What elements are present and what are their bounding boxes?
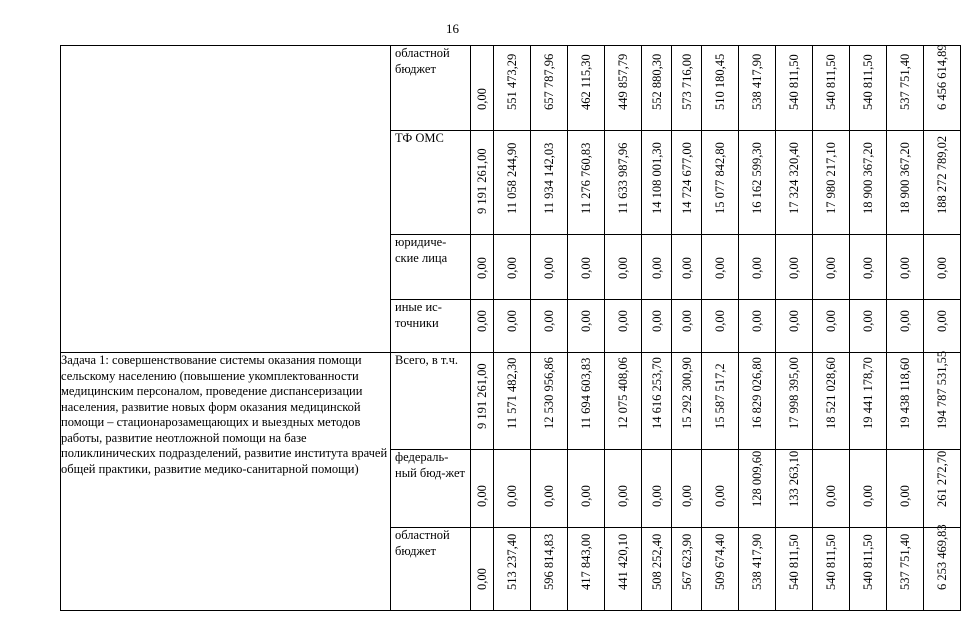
value-cell bbox=[672, 353, 702, 450]
value-cell bbox=[702, 300, 739, 353]
value-text: 261 272,70 bbox=[935, 450, 949, 507]
table-row bbox=[61, 46, 961, 131]
value-cell bbox=[642, 300, 672, 353]
value-cell bbox=[850, 131, 887, 235]
value-text: 0,00 bbox=[505, 310, 519, 332]
value-cell bbox=[568, 46, 605, 131]
value-cell bbox=[568, 450, 605, 528]
value-cell bbox=[924, 235, 961, 300]
value-text: 14 616 253,70 bbox=[649, 357, 664, 429]
value-text: 0,00 bbox=[861, 485, 875, 507]
funding-source bbox=[391, 450, 471, 528]
value-text: 9 191 261,00 bbox=[475, 363, 489, 429]
task-description: Задача 1: совершенствование системы оказания помощи сельскому населению (повышение укомплектованности медицинским персоналом, проведение диспансеризации населения, развитие новых форм оказания медицинской помощи – стационарозамещающих и выездных методов работы, развитие неотложной помощи на базе поликлинических подразделений, развитие института врачей общей практики, развитие медико-санитарной помощи) bbox=[61, 353, 391, 611]
value-cell bbox=[494, 300, 531, 353]
value-text: 0,00 bbox=[713, 257, 727, 279]
value-text: 11 058 244,90 bbox=[505, 142, 519, 214]
value-cell bbox=[672, 528, 702, 611]
value-text: 0,00 bbox=[616, 257, 630, 279]
value-cell bbox=[739, 46, 776, 131]
value-cell bbox=[531, 46, 568, 131]
value-text: 16 162 599,30 bbox=[750, 142, 764, 214]
value-text: 540 811,50 bbox=[861, 54, 875, 110]
value-cell bbox=[739, 300, 776, 353]
value-cell bbox=[642, 131, 672, 235]
value-cell bbox=[642, 353, 672, 450]
value-cell bbox=[702, 131, 739, 235]
value-text: 11 934 142,03 bbox=[542, 142, 556, 214]
value-text: 11 276 760,83 bbox=[579, 142, 593, 214]
page-number: 16 bbox=[446, 21, 459, 36]
value-text: 537 751,40 bbox=[898, 533, 912, 590]
value-text: 540 811,50 bbox=[787, 54, 801, 110]
value-text: 18 900 367,20 bbox=[861, 142, 875, 214]
value-cell bbox=[642, 46, 672, 131]
value-text: 0,00 bbox=[475, 310, 489, 332]
value-cell bbox=[813, 450, 850, 528]
value-text: 6 253 469,83 bbox=[935, 524, 949, 590]
value-cell bbox=[605, 131, 642, 235]
value-text: 0,00 bbox=[649, 485, 664, 507]
value-cell bbox=[531, 450, 568, 528]
value-cell bbox=[471, 300, 494, 353]
value-text: 417 843,00 bbox=[579, 533, 593, 590]
value-cell bbox=[494, 46, 531, 131]
empty-task-cell bbox=[61, 46, 391, 353]
value-text: 19 441 178,70 bbox=[861, 357, 875, 429]
value-text: 538 417,90 bbox=[750, 53, 764, 110]
value-text: 441 420,10 bbox=[616, 533, 630, 590]
value-cell bbox=[887, 235, 924, 300]
value-cell bbox=[605, 528, 642, 611]
value-text: 449 857,79 bbox=[616, 53, 630, 110]
value-text: 0,00 bbox=[898, 485, 912, 507]
value-cell bbox=[702, 46, 739, 131]
value-text: 657 787,96 bbox=[542, 53, 556, 110]
value-text: 15 077 842,80 bbox=[713, 142, 727, 214]
value-text: 16 829 026,80 bbox=[750, 357, 764, 429]
value-text: 0,00 bbox=[935, 310, 949, 332]
value-cell bbox=[471, 450, 494, 528]
value-cell bbox=[568, 353, 605, 450]
value-text: 0,00 bbox=[542, 310, 556, 332]
value-text: 14 108 001,30 bbox=[649, 142, 664, 214]
value-cell bbox=[887, 46, 924, 131]
value-text: 18 900 367,20 bbox=[898, 142, 912, 214]
value-cell bbox=[702, 528, 739, 611]
value-cell bbox=[887, 131, 924, 235]
funding-source-label: областной бюджет bbox=[395, 528, 450, 558]
value-text: 19 438 118,60 bbox=[898, 357, 912, 429]
value-cell bbox=[850, 353, 887, 450]
value-text: 17 980 217,10 bbox=[824, 142, 838, 214]
value-cell bbox=[850, 235, 887, 300]
value-text: 6 456 614,89 bbox=[935, 44, 949, 110]
funding-source-label: юридиче-ские лица bbox=[395, 235, 448, 265]
value-text: 0,00 bbox=[750, 257, 764, 279]
value-cell bbox=[739, 528, 776, 611]
value-cell bbox=[494, 353, 531, 450]
value-cell bbox=[776, 235, 813, 300]
value-cell bbox=[813, 528, 850, 611]
value-text: 11 633 987,96 bbox=[616, 142, 630, 214]
value-cell bbox=[531, 300, 568, 353]
value-text: 0,00 bbox=[616, 310, 630, 332]
value-cell bbox=[776, 528, 813, 611]
value-cell bbox=[642, 528, 672, 611]
value-text: 14 724 677,00 bbox=[679, 142, 694, 214]
value-text: 0,00 bbox=[679, 485, 694, 507]
value-text: 0,00 bbox=[713, 310, 727, 332]
value-cell bbox=[924, 524, 961, 611]
value-text: 551 473,29 bbox=[505, 53, 519, 110]
value-text: 0,00 bbox=[505, 485, 519, 507]
value-text: 0,00 bbox=[824, 310, 838, 332]
value-cell bbox=[776, 450, 813, 528]
value-cell bbox=[605, 353, 642, 450]
value-cell bbox=[850, 450, 887, 528]
funding-source bbox=[391, 353, 471, 450]
value-cell bbox=[739, 131, 776, 235]
funding-source-label: Всего, в т.ч. bbox=[395, 353, 458, 367]
value-text: 552 880,30 bbox=[649, 53, 664, 110]
value-cell bbox=[887, 353, 924, 450]
value-cell bbox=[531, 131, 568, 235]
value-cell bbox=[850, 528, 887, 611]
value-cell bbox=[924, 46, 961, 131]
value-text: 508 252,40 bbox=[649, 533, 664, 590]
value-cell bbox=[776, 46, 813, 131]
value-cell bbox=[924, 350, 961, 450]
value-cell bbox=[887, 300, 924, 353]
funding-source bbox=[391, 46, 471, 131]
value-cell bbox=[471, 131, 494, 235]
value-cell bbox=[494, 450, 531, 528]
value-text: 11 571 482,30 bbox=[505, 357, 519, 429]
value-text: 513 237,40 bbox=[505, 533, 519, 590]
budget-table bbox=[60, 45, 961, 611]
funding-source bbox=[391, 131, 471, 235]
value-text: 15 587 517,2 bbox=[713, 363, 727, 429]
value-text: 0,00 bbox=[935, 257, 949, 279]
value-cell bbox=[531, 235, 568, 300]
value-text: 0,00 bbox=[475, 257, 489, 279]
value-text: 462 115,30 bbox=[579, 54, 593, 110]
value-text: 133 263,10 bbox=[787, 450, 801, 507]
value-cell bbox=[672, 46, 702, 131]
value-cell bbox=[672, 450, 702, 528]
value-cell bbox=[924, 450, 961, 528]
table-row bbox=[61, 353, 961, 450]
value-text: 0,00 bbox=[861, 257, 875, 279]
value-cell bbox=[739, 450, 776, 528]
value-cell bbox=[471, 235, 494, 300]
value-text: 0,00 bbox=[649, 310, 664, 332]
value-text: 0,00 bbox=[475, 485, 489, 507]
value-cell bbox=[776, 353, 813, 450]
value-text: 0,00 bbox=[475, 568, 489, 590]
value-text: 17 998 395,00 bbox=[787, 357, 801, 429]
value-cell bbox=[887, 450, 924, 528]
funding-source-label: иные ис-точники bbox=[395, 300, 442, 330]
value-text: 509 674,40 bbox=[713, 533, 727, 590]
funding-source-label: областной бюджет bbox=[395, 46, 450, 76]
value-text: 0,00 bbox=[898, 257, 912, 279]
value-cell bbox=[494, 131, 531, 235]
value-text: 573 716,00 bbox=[679, 53, 694, 110]
funding-source bbox=[391, 235, 471, 300]
value-cell bbox=[471, 46, 494, 131]
value-cell bbox=[531, 528, 568, 611]
value-cell bbox=[813, 131, 850, 235]
funding-source bbox=[391, 300, 471, 353]
value-cell bbox=[672, 300, 702, 353]
value-cell bbox=[568, 131, 605, 235]
value-cell bbox=[702, 353, 739, 450]
value-text: 567 623,90 bbox=[679, 533, 694, 590]
value-cell bbox=[642, 450, 672, 528]
value-text: 11 694 603,83 bbox=[579, 357, 593, 429]
value-cell bbox=[776, 131, 813, 235]
value-text: 0,00 bbox=[787, 310, 801, 332]
value-text: 0,00 bbox=[616, 485, 630, 507]
value-cell bbox=[642, 235, 672, 300]
value-cell bbox=[887, 528, 924, 611]
value-cell bbox=[813, 353, 850, 450]
value-cell bbox=[924, 300, 961, 353]
value-cell bbox=[672, 235, 702, 300]
value-cell bbox=[813, 46, 850, 131]
value-cell bbox=[702, 450, 739, 528]
value-text: 0,00 bbox=[579, 485, 593, 507]
value-text: 540 811,50 bbox=[787, 534, 801, 590]
value-cell bbox=[702, 235, 739, 300]
value-cell bbox=[568, 235, 605, 300]
value-cell bbox=[494, 235, 531, 300]
value-cell bbox=[605, 235, 642, 300]
value-text: 0,00 bbox=[579, 310, 593, 332]
value-cell bbox=[494, 528, 531, 611]
value-text: 0,00 bbox=[898, 310, 912, 332]
value-cell bbox=[813, 235, 850, 300]
value-text: 0,00 bbox=[679, 310, 694, 332]
value-text: 0,00 bbox=[649, 257, 664, 279]
value-text: 0,00 bbox=[824, 485, 838, 507]
funding-source bbox=[391, 528, 471, 611]
value-text: 596 814,83 bbox=[542, 533, 556, 590]
value-text: 9 191 261,00 bbox=[475, 148, 489, 214]
value-text: 128 009,60 bbox=[750, 450, 764, 507]
value-cell bbox=[739, 353, 776, 450]
value-cell bbox=[924, 131, 961, 235]
value-cell bbox=[605, 450, 642, 528]
value-cell bbox=[568, 300, 605, 353]
value-cell bbox=[776, 300, 813, 353]
value-cell bbox=[605, 46, 642, 131]
value-text: 12 075 408,06 bbox=[616, 357, 630, 429]
value-cell bbox=[471, 528, 494, 611]
value-text: 0,00 bbox=[475, 88, 489, 110]
value-text: 17 324 320,40 bbox=[787, 142, 801, 214]
value-cell bbox=[850, 46, 887, 131]
value-text: 0,00 bbox=[713, 485, 727, 507]
value-text: 15 292 300,90 bbox=[679, 357, 694, 429]
value-text: 194 787 531,55 bbox=[935, 350, 949, 429]
value-text: 0,00 bbox=[542, 257, 556, 279]
value-text: 0,00 bbox=[505, 257, 519, 279]
value-text: 0,00 bbox=[787, 257, 801, 279]
value-text: 12 530 956,86 bbox=[542, 357, 556, 429]
funding-source-label: ТФ ОМС bbox=[395, 131, 444, 145]
value-cell bbox=[672, 131, 702, 235]
value-cell bbox=[471, 353, 494, 450]
value-text: 0,00 bbox=[679, 257, 694, 279]
value-text: 18 521 028,60 bbox=[824, 357, 838, 429]
funding-source-label: федераль-ный бюд-жет bbox=[395, 450, 465, 480]
value-cell bbox=[739, 235, 776, 300]
value-text: 0,00 bbox=[861, 310, 875, 332]
value-text: 188 272 789,02 bbox=[935, 135, 949, 214]
value-text: 0,00 bbox=[750, 310, 764, 332]
value-text: 540 811,50 bbox=[824, 534, 838, 590]
value-text: 540 811,50 bbox=[861, 534, 875, 590]
value-text: 540 811,50 bbox=[824, 54, 838, 110]
value-text: 537 751,40 bbox=[898, 53, 912, 110]
value-cell bbox=[850, 300, 887, 353]
value-cell bbox=[813, 300, 850, 353]
value-text: 0,00 bbox=[824, 257, 838, 279]
value-text: 510 180,45 bbox=[713, 53, 727, 110]
value-cell bbox=[568, 528, 605, 611]
value-text: 0,00 bbox=[579, 257, 593, 279]
value-cell bbox=[531, 353, 568, 450]
value-text: 0,00 bbox=[542, 485, 556, 507]
value-cell bbox=[605, 300, 642, 353]
value-text: 538 417,90 bbox=[750, 533, 764, 590]
